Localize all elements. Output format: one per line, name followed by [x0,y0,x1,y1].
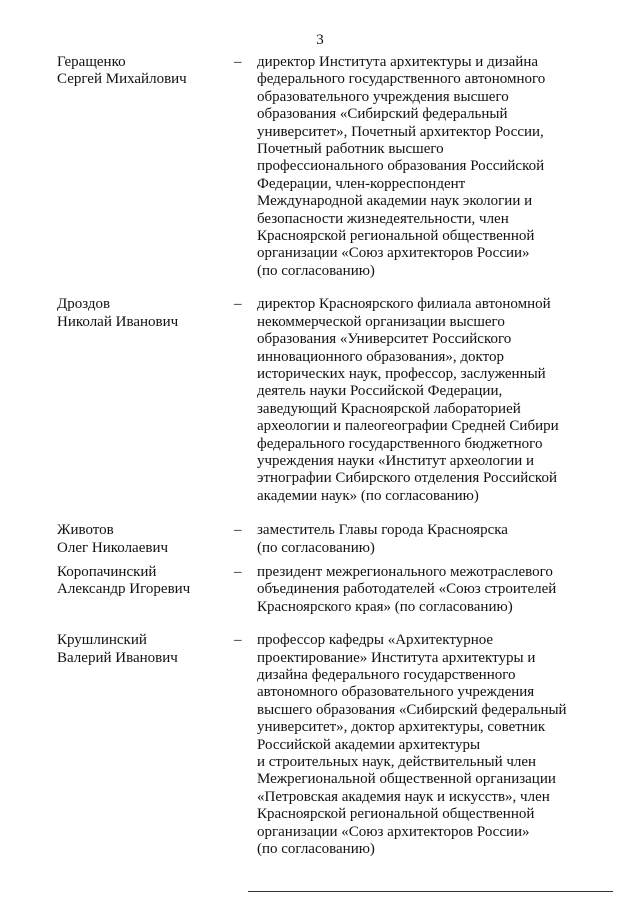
member-given-names: Николай Иванович [57,313,179,330]
description-line: заведующий Красноярской лабораторией [257,400,521,417]
member-surname: Дроздов [57,296,111,313]
member-name [57,522,222,557]
member-entry [0,296,640,505]
description-line: академии наук» (по согласованию) [257,487,479,504]
description-line: Российской академии архитектуры [257,736,481,753]
description-line: Международной академии наук экологии и [257,193,533,210]
member-list [0,54,640,858]
dash-separator: – [234,296,242,313]
description-line: объединения работодателей «Союз строителей [257,581,557,598]
member-surname: Крушлинский [57,632,147,649]
description-line: проектирование» Института архитектуры и [257,649,536,666]
description-line: Красноярской региональной общественной [257,806,535,823]
page-number: 3 [316,32,324,48]
member-given-names: Олег Николаевич [57,539,169,556]
member-entry [0,632,640,858]
description-line: профессионального образования Российской [257,158,545,175]
description-line: университет», доктор архитектуры, советник [257,719,546,736]
description-line: Межрегиональной общественной организации [257,771,556,788]
description-line: учреждения науки «Институт археологии и [257,452,535,469]
bottom-scan-line [248,891,613,892]
dash-separator: – [234,632,242,649]
description-line: университет», Почетный архитектор России, [257,123,544,140]
description-line: высшего образования «Сибирский федеральный [257,701,567,718]
description-line: деятель науки Российской Федерации, [257,383,503,400]
member-given-names: Сергей Михайлович [57,71,187,88]
description-line: автономного образовательного учреждения [257,684,535,701]
description-line: некоммерческой организации высшего [257,313,505,330]
description-line: этнографии Сибирского отделения Российской [257,470,557,487]
dash-separator: – [234,54,242,70]
description-line: федерального государственного автономного [257,71,546,88]
member-given-names: Александр Игоревич [57,581,191,598]
description-line: образования «Сибирский федеральный [257,106,508,123]
description-line: Красноярского края» (по согласованию) [257,598,513,615]
member-surname: Животов [57,522,114,539]
description-line: президент межрегионального межотраслевого [257,563,553,580]
description-line: организации «Союз архитекторов России» [257,823,530,840]
description-line: директор Красноярского филиала автономной [257,296,551,313]
description-line: (по согласованию) [257,262,375,279]
description-line: директор Института архитектуры и дизайна [257,54,539,70]
description-line: профессор кафедры «Архитектурное [257,632,494,649]
member-description [257,632,617,858]
member-name [57,632,222,667]
member-description [257,522,617,557]
member-name [57,564,222,599]
description-line: (по согласованию) [257,539,375,556]
member-name [57,296,222,331]
description-line: федерального государственного бюджетного [257,435,543,452]
dash-separator: – [234,522,242,539]
description-line: и строительных наук, действительный член [257,754,537,771]
description-line: инновационного образования», доктор [257,348,504,365]
member-description [257,296,617,505]
member-entry [0,564,640,616]
description-line: организации «Союз архитекторов России» [257,245,530,262]
description-line: археологии и палеогеографии Средней Сибири [257,418,559,435]
description-line: безопасности жизнедеятельности, член [257,210,509,227]
dash-separator: – [234,563,242,580]
member-description [257,564,617,616]
member-entry [0,522,640,557]
description-line: образовательного учреждения высшего [257,88,509,105]
description-line: образования «Университет Российского [257,331,512,348]
description-line: Федерации, член-корреспондент [257,175,466,192]
description-line: заместитель Главы города Красноярска [257,522,508,539]
member-surname: Коропачинский [57,563,157,580]
description-line: исторических наук, профессор, заслуженный [257,365,546,382]
member-entry [0,54,640,280]
description-line: Красноярской региональной общественной [257,228,535,245]
member-given-names: Валерий Иванович [57,649,178,666]
member-name [57,54,222,89]
member-description [257,54,617,280]
description-line: дизайна федерального государственного [257,667,516,683]
member-surname: Геращенко [57,54,126,70]
description-line: Почетный работник высшего [257,141,444,158]
description-line: «Петровская академия наук и искусств», член [257,788,550,805]
description-line: (по согласованию) [257,841,375,858]
